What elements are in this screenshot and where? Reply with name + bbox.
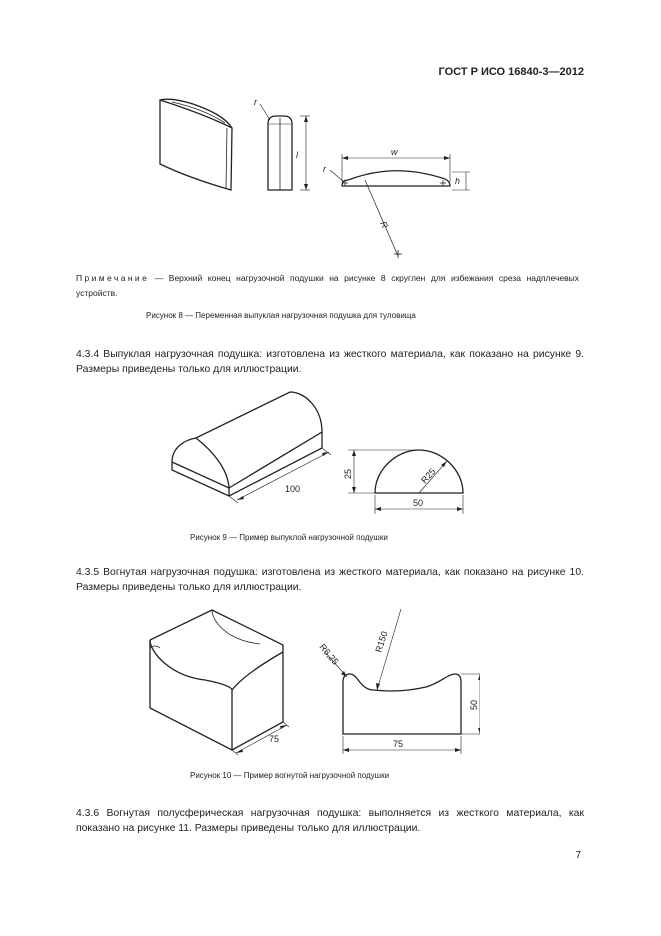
fig9-dim-50: 50 <box>413 498 424 508</box>
fig8-R-label: R <box>378 219 390 230</box>
document-header: ГОСТ Р ИСО 16840-3—2012 <box>438 66 584 78</box>
fig8-h-label: h <box>455 176 461 186</box>
figure-9-caption: Рисунок 9 — Пример выпуклой нагрузочной подушки <box>190 533 388 542</box>
figure-10-caption: Рисунок 10 — Пример вогнутой нагрузочной подушки <box>190 771 390 780</box>
section-4-3-4: 4.3.4 Выпуклая нагрузочная подушка: изготовлена из жесткого материала, как показано на рисунке 9. Размеры приведены только для иллюстрации. <box>76 349 584 375</box>
figure-9-drawing <box>160 385 480 520</box>
note-label: Примечание <box>76 273 150 283</box>
fig8-w-label: w <box>391 147 398 157</box>
fig10-dim-75-iso: 75 <box>269 734 280 744</box>
figure-8-drawing <box>150 92 480 262</box>
fig10-dim-R6-25: R6,25 <box>317 641 341 667</box>
fig10-dim-50: 50 <box>469 699 479 710</box>
fig8-r-label-side: r <box>323 164 326 174</box>
figure-8-caption: Рисунок 8 — Переменная выпуклая нагрузочная подушка для туловища <box>146 311 416 320</box>
fig10-dim-75: 75 <box>393 739 404 749</box>
fig8-r-label-top: r <box>254 97 257 107</box>
figure-10-drawing <box>140 600 480 760</box>
fig9-dim-25: 25 <box>343 468 353 479</box>
fig8-l-label: l <box>296 150 298 160</box>
fig9-dim-100: 100 <box>285 484 301 494</box>
section-4-3-5: 4.3.5 Вогнутая нагрузочная подушка: изготовлена из жесткого материала, как показано на рисунке 10. Размеры приведены только для иллюстрации. <box>76 567 584 593</box>
page-number: 7 <box>575 850 581 861</box>
figure-8-note <box>76 271 579 301</box>
note-text: — Верхний конец нагрузочной подушки на рисунке 8 скруглен для избежания среза надплечевых устройств. <box>76 273 579 298</box>
fig9-dim-R25: R25 <box>419 466 438 486</box>
fig10-dim-R150: R150 <box>373 630 390 654</box>
section-4-3-6: 4.3.6 Вогнутая полусферическая нагрузочная подушка: выполняется из жесткого материала, как показано на рисунке 11. Размеры приведены только для иллюстрации. <box>76 808 584 834</box>
